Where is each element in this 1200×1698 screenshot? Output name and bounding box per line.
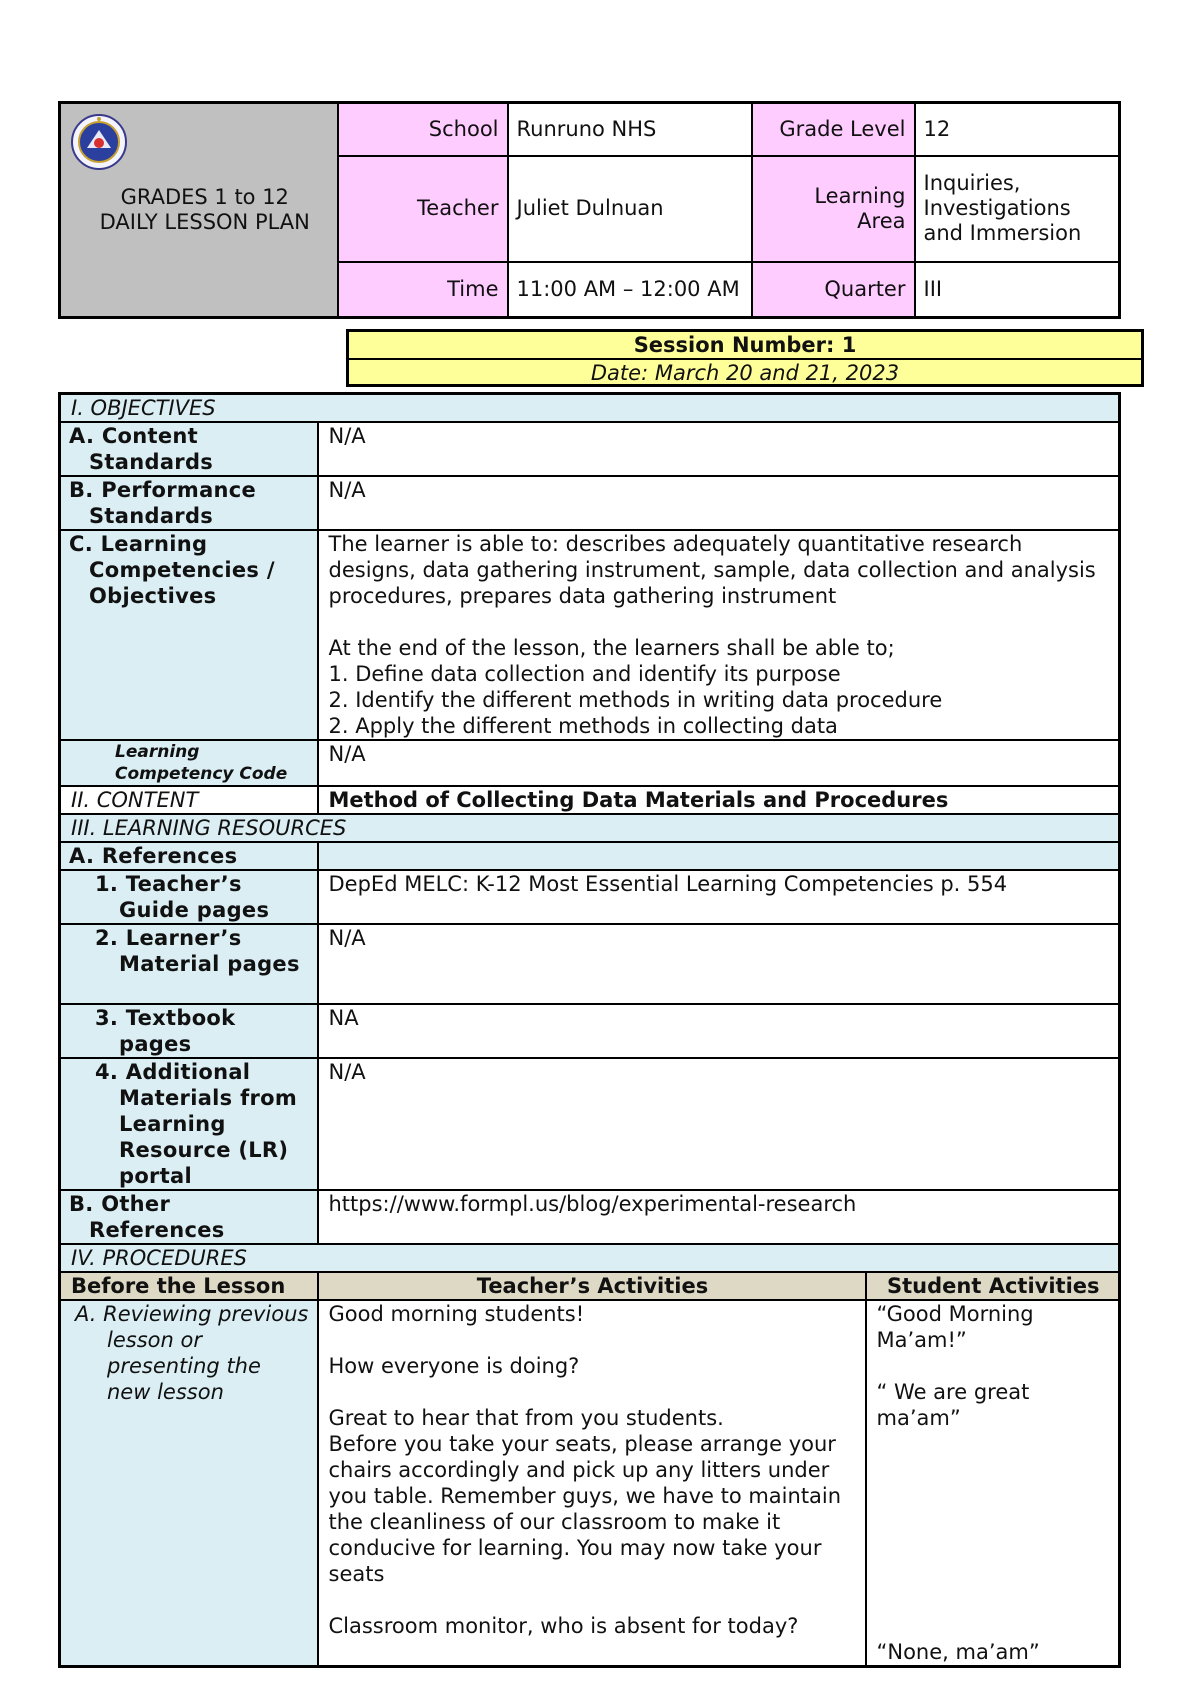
student-activities-header: Student Activities [866,1272,1120,1300]
lr-portal-value: N/A [318,1058,1120,1190]
competency-code-label: Learning Competency Code [60,740,318,786]
student-activity-text: “Good Morning Ma’am!” “ We are great ma’am” “None, ma’am” [866,1300,1120,1667]
title-cell [60,103,338,318]
competencies-value: The learner is able to: describes adequately quantitative research designs, data gathering instrument, sample, data collection and analysis procedures, prepares data gathering instrument At the end of the lesson, the learners shall be able to; 1. Define data collection and identify its purpose 2. Identify the different methods in writing data procedure 2. Apply the different methods in collecting data [318,530,1120,740]
objectives-heading: I. OBJECTIVES [60,394,1120,423]
content-standards-label: A. Content Standards [60,422,318,476]
resources-heading: III. LEARNING RESOURCES [60,814,1120,842]
before-lesson-header: Before the Lesson [60,1272,318,1300]
lesson-table [58,392,1121,1668]
grade-label: Grade Level [752,103,915,156]
learners-material-label: 2. Learner’s Material pages [60,924,318,1004]
school-value: Runruno NHS [508,103,752,156]
session-number: Session Number: 1 [349,332,1141,360]
content-standards-value: N/A [318,422,1120,476]
competency-code-value: N/A [318,740,1120,786]
quarter-label: Quarter [752,262,915,317]
review-lesson-label: A. Reviewing previous lesson or presenting the new lesson [60,1300,318,1667]
teacher-label: Teacher [338,156,508,262]
teacher-value: Juliet Dulnuan [508,156,752,262]
procedures-heading: IV. PROCEDURES [60,1244,1120,1272]
quarter-value: III [915,262,1120,317]
deped-seal-icon [71,114,127,170]
time-value: 11:00 AM – 12:00 AM [508,262,752,317]
teachers-guide-value: DepEd MELC: K-12 Most Essential Learning Competencies p. 554 [318,870,1120,924]
header-table [58,101,1121,319]
lr-portal-label: 4. Additional Materials from Learning Resource (LR) portal [60,1058,318,1190]
content-heading: II. CONTENT [60,786,318,814]
textbook-label: 3. Textbook pages [60,1004,318,1058]
references-label: A. References [60,842,318,870]
teacher-activities-header: Teacher’s Activities [318,1272,866,1300]
session-box [346,329,1144,387]
learners-material-value: N/A [318,924,1120,1004]
competencies-label: C. Learning Competencies / Objectives [60,530,318,740]
other-references-label: B. Other References [60,1190,318,1244]
area-value: Inquiries, Investigations and Immersion [915,156,1120,262]
teacher-activity-text: Good morning students! How everyone is doing? Great to hear that from you students. Before you take your seats, please arrange your chairs accordingly and pick up any litters under you table. Remember guys, we have to maintain the cleanliness of our classroom to make it conducive for learning. You may now take your seats Classroom monitor, who is absent for today? [318,1300,866,1667]
time-label: Time [338,262,508,317]
plan-title: GRADES 1 to 12 DAILY LESSON PLAN [99,185,310,234]
grade-value: 12 [915,103,1120,156]
teachers-guide-label: 1. Teacher’s Guide pages [60,870,318,924]
session-date: Date: March 20 and 21, 2023 [590,361,900,385]
textbook-value: NA [318,1004,1120,1058]
references-value [318,842,1120,870]
other-references-value: https://www.formpl.us/blog/experimental-research [318,1190,1120,1244]
performance-standards-label: B. Performance Standards [60,476,318,530]
performance-standards-value: N/A [318,476,1120,530]
content-value: Method of Collecting Data Materials and Procedures [318,786,1120,814]
school-label: School [338,103,508,156]
area-label: Learning Area [752,156,915,262]
